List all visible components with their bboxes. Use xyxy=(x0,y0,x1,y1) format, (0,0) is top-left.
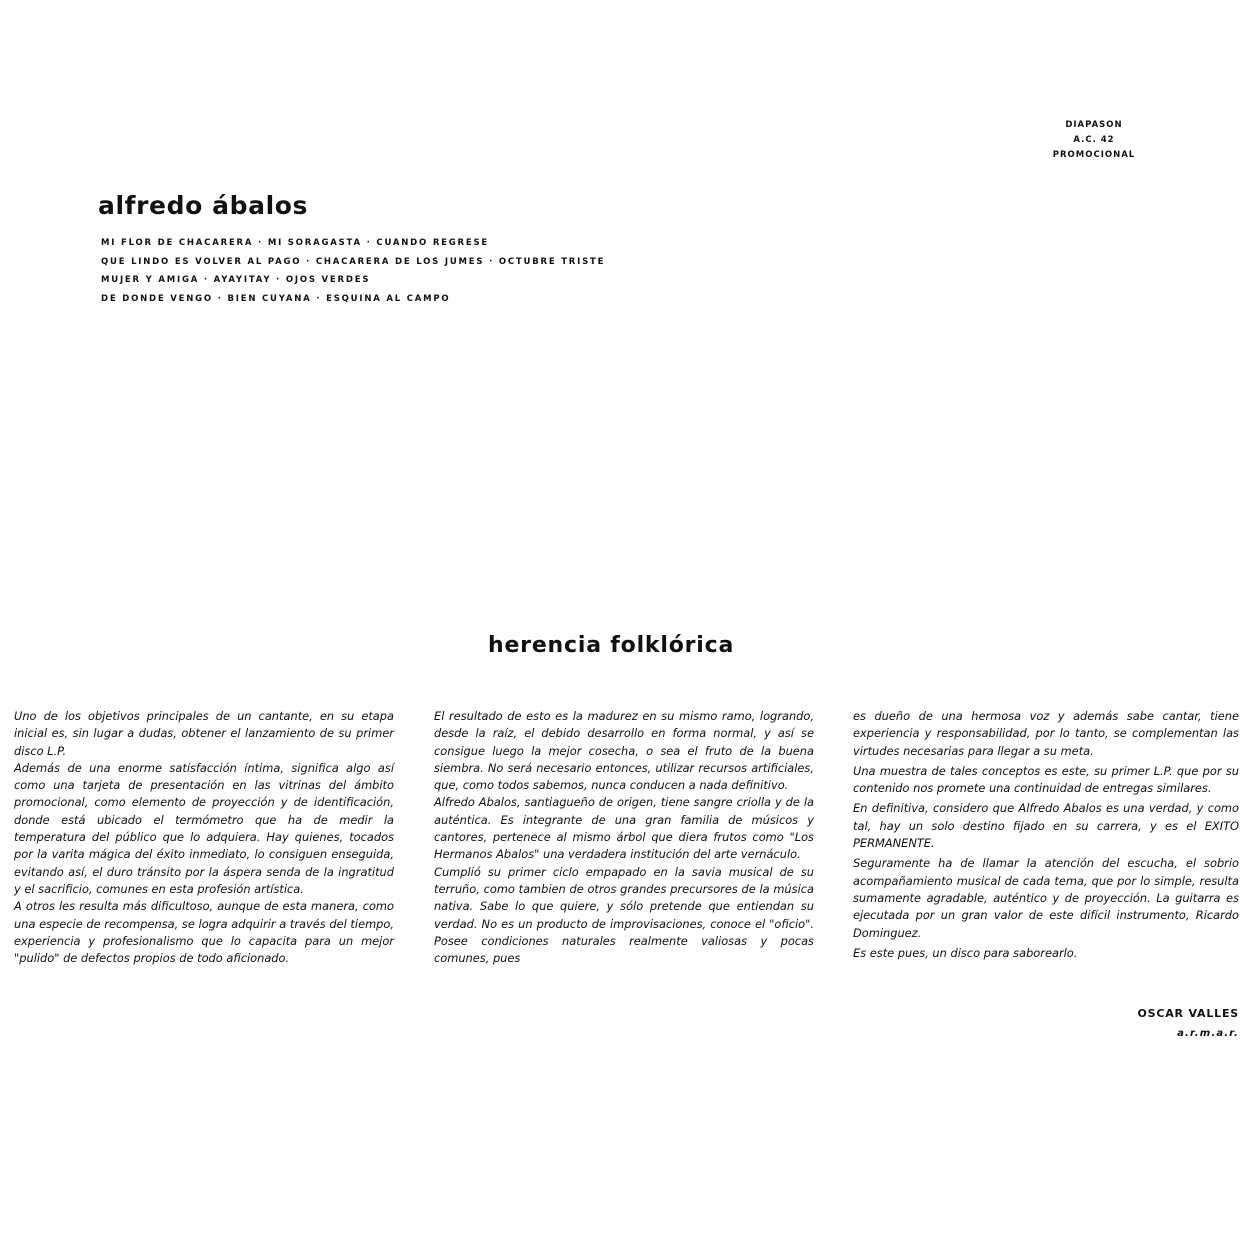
tracklist-line: MUJER Y AMIGA · AYAYITAY · OJOS VERDES xyxy=(101,275,371,286)
catalog-label: DIAPASON xyxy=(1065,120,1123,130)
tracklist xyxy=(101,234,661,308)
signature xyxy=(1138,1005,1240,1045)
liner-paragraph: Cumplió su primer ciclo empapado en la savia musical de su terruño, como tambien de otros grandes precursores de la música nativa. Sabe lo que quiere, y sólo pretende que entiendan su verdad. No es un producto de improvisaciones, conoce el "oficio". Posee condiciones naturales realmente valiosas y pocas comunes, pues xyxy=(434,864,814,966)
liner-paragraph: Además de una enorme satisfacción íntima, significa algo así como una tarjeta de presentación en las vitrinas del ámbito promocional, como elemento de proyección y de identificación, donde está ubicado el termómetro que ha de medir la temperatura del público que lo adquiera. Hay quienes, tocados por la varita mágica del éxito inmediato, lo consiguen enseguida, evitando así, el duro tránsito por la áspera senda de la ingratitud y el sacrificio, comunes en esta profesión artística. xyxy=(14,760,394,896)
liner-paragraph: Alfredo Abalos, santiagueño de origen, tiene sangre criolla y de la auténtica. Es integrante de una gran familia de músicos y cantores, pertenece al mismo árbol que diera frutos como "Los Hermanos Abalos" una verdadera institución del arte vernáculo. xyxy=(434,795,814,862)
tracklist-line: MI FLOR DE CHACARERA · MI SORAGASTA · CUANDO REGRESE xyxy=(101,238,490,248)
catalog-info xyxy=(1028,118,1160,163)
liner-paragraph: Una muestra de tales conceptos es este, su primer L.P. que por su contenido nos promete una continuidad de entregas similares. xyxy=(853,763,1239,796)
tracklist-line: DE DONDE VENGO · BIEN CUYANA · ESQUINA AL CAMPO xyxy=(101,293,451,304)
catalog-number: A.C. 42 xyxy=(1073,135,1115,145)
tracklist-line: QUE LINDO ES VOLVER AL PAGO · CHACARERA DE LOS JUMES · OCTUBRE TRISTE xyxy=(101,256,606,267)
liner-paragraph: Uno de los objetivos principales de un cantante, en su etapa inicial es, sin lugar a dudas, obtener el lanzamiento de su primer disco L.P. xyxy=(14,709,394,758)
liner-notes-column-1 xyxy=(14,708,394,967)
liner-notes-column-2 xyxy=(434,708,814,967)
liner-paragraph: Es este pues, un disco para saborearlo. xyxy=(853,945,1078,960)
album-title: herencia folklórica xyxy=(488,633,735,658)
liner-paragraph: es dueño de una hermosa voz y además sabe cantar, tiene experiencia y responsabilidad, por lo tanto, se complementan las virtudes necesarias para llegar a su meta. xyxy=(853,709,1239,758)
liner-paragraph: El resultado de esto es la madurez en su mismo ramo, logrando, desde la raíz, el debido desarrollo en forma normal, y así se consigue luego la mejor cosecha, o sea el fruto de la buena siembra. No será necesario entonces, utilizar recursos artificiales, que, como todos sabemos, nunca conducen a nada definitivo. xyxy=(434,709,814,793)
signature-name: OSCAR VALLES xyxy=(1137,1007,1239,1020)
liner-paragraph: A otros les resulta más dificultoso, aunque de esta manera, como una especie de recompensa, se logra adquirir a través del tiempo, experiencia y profesionalismo que lo capacita para un mejor "pulido" de defectos propios de todo aficionado. xyxy=(14,899,394,966)
signature-org: a.r.m.a.r. xyxy=(1177,1028,1239,1039)
liner-paragraph: En definitiva, considero que Alfredo Abalos es una verdad, y como tal, hay un solo destino fijado en su carrera, y es el EXITO PERMANENTE. xyxy=(853,801,1239,851)
artist-name: alfredo ábalos xyxy=(98,191,309,220)
liner-paragraph: Seguramente ha de llamar la atención del escucha, el sobrio acompañamiento musical de cada tema, que por lo simple, resulta sumamente agradable, auténtico y de proyección. La guitarra es ejecutada por un gran valor de este difícil instrumento, Ricardo Dominguez. xyxy=(853,856,1239,940)
catalog-edition: PROMOCIONAL xyxy=(1052,150,1136,160)
liner-notes-column-3 xyxy=(853,708,1239,965)
